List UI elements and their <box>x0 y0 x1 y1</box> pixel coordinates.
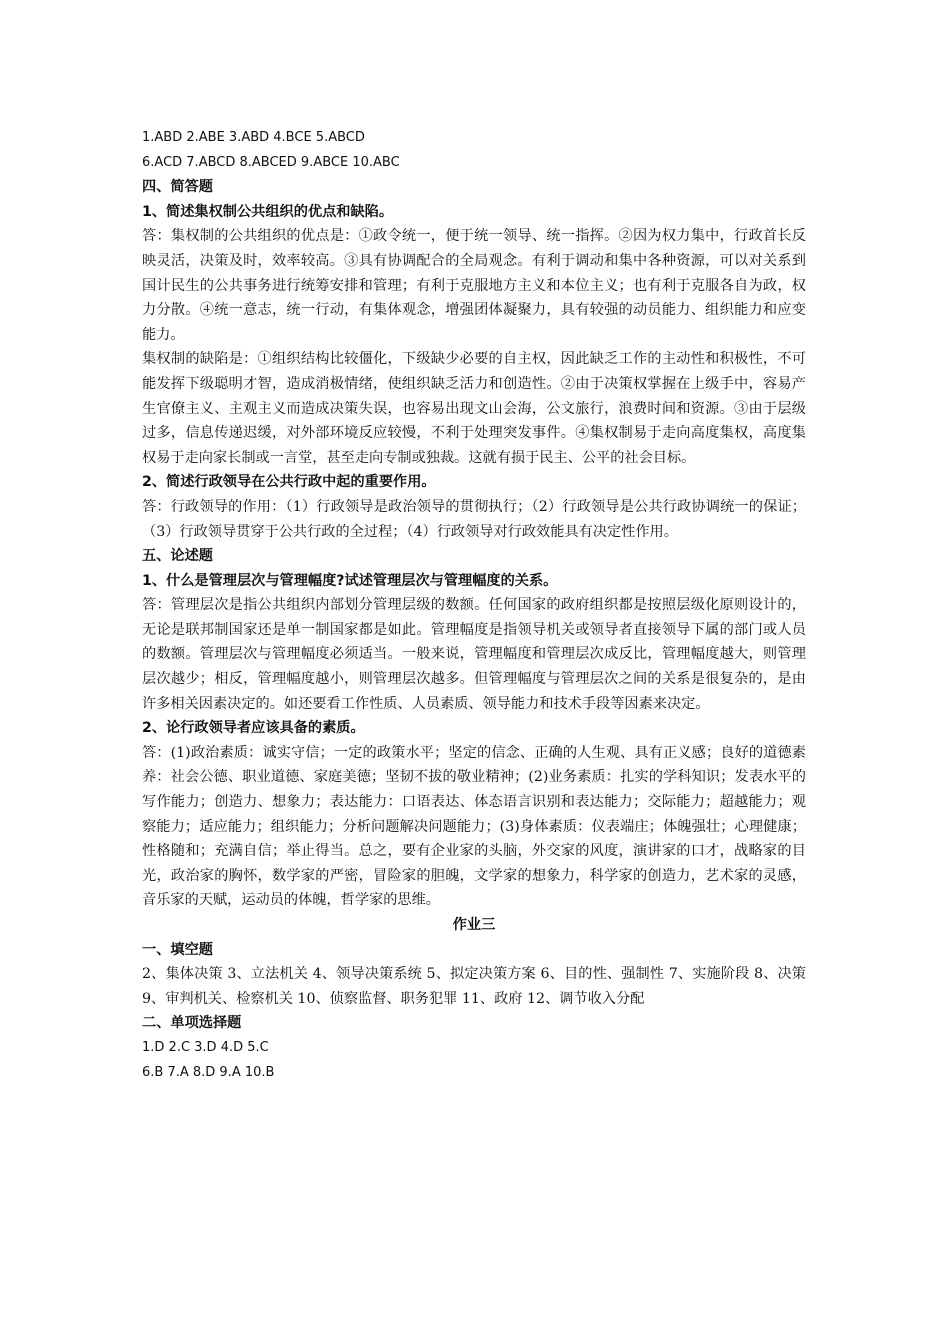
fill-in-answers: 2、集体决策 3、立法机关 4、领导决策系统 5、拟定决策方案 6、目的性、强制性 7、实施阶段 8、决策 9、审判机关、检察机关 10、侦察监督、职务犯罪 11、政府 12、调节收入分配 <box>142 966 806 1007</box>
answer-4: 答：(1)政治素质：诚实守信；一定的政策水平；坚定的信念、正确的人生观、具有正义感；良好的道德素养：社会公德、职业道德、家庭美德；坚韧不拔的敬业精神；(2)业务素质：扎实的学科知识；发表水平的写作能力；创造力、想象力；表达能力：口语表达、体态语言识别和表达能力；交际能力；超越能力；观察能力；适应能力；组织能力；分析问题解决问题能力；(3)身体素质：仪表端庄；体魄强壮；心理健康；性格随和；充满自信；举止得当。总之，要有企业家的头脑，外交家的风度，演讲家的口才，战略家的目光，政治家的胸怀，数学家的严密，冒险家的胆魄，文学家的想象力，科学家的创造力，艺术家的灵感，音乐家的天赋，运动员的体魄，哲学家的思维。 <box>142 744 806 909</box>
section-heading-5: 五、论述题 <box>142 548 213 565</box>
answer-3: 答：管理层次是指公共组织内部划分管理层级的数额。任何国家的政府组织都是按照层级化原则设计的，无论是联邦制国家还是单一制国家都是如此。管理幅度是指领导机关或领导者直接领导下属的部门或人员的数额。管理层次与管理幅度必须适当。一般来说，管理幅度和管理层次成反比，管理幅度越大，则管理层次越少；相反，管理幅度越小，则管理层次越多。但管理幅度与管理层次之间的关系是很复杂的，是由许多相关因素决定的。如还要看工作性质、人员素质、领导能力和技术手段等因素来决定。 <box>142 597 806 712</box>
section-heading-1: 一、填空题 <box>142 941 213 958</box>
question-4: 2、论行政领导者应该具备的素质。 <box>142 720 365 737</box>
answer-1-paragraph-2: 集权制的缺陷是：①组织结构比较僵化，下级缺少必要的自主权，因此缺乏工作的主动性和积极性，不可能发挥下级聪明才智，造成消极情绪，使组织缺乏活力和创造性。②由于决策权掌握在上级手中，容易产生官僚主义、主观主义而造成决策失误，也容易出现文山会海，公文旅行，浪费时间和资源。③由于层级过多，信息传递迟缓，对外部环境反应较慢，不利于处理突发事件。④集权制易于走向高度集权，高度集权易于走向家长制或一言堂，甚至走向专制或独裁。这就有损于民主、公平的社会目标。 <box>142 351 806 466</box>
homework-3-title: 作业三 <box>452 917 496 933</box>
question-1: 1、简述集权制公共组织的优点和缺陷。 <box>142 203 394 220</box>
answer-2: 答：行政领导的作用：（1）行政领导是政治领导的贯彻执行；（2）行政领导是公共行政协调统一的保证；（3）行政领导贯穿于公共行政的全过程；（4）行政领导对行政效能具有决定性作用。 <box>142 498 806 540</box>
section-heading-2: 二、单项选择题 <box>142 1015 242 1032</box>
answer-line-1: 1.ABD 2.ABE 3.ABD 4.BCE 5.ABCD <box>142 130 365 145</box>
answer-line-2: 6.ACD 7.ABCD 8.ABCED 9.ABCE 10.ABC <box>142 154 400 170</box>
answer-line-3: 1.D 2.C 3.D 4.D 5.C <box>142 1039 269 1055</box>
document-page <box>142 126 806 1085</box>
question-2: 2、简述行政领导在公共行政中起的重要作用。 <box>142 474 436 491</box>
section-heading-4: 四、简答题 <box>142 179 213 196</box>
question-3: 1、什么是管理层次与管理幅度?试述管理层次与管理幅度的关系。 <box>142 572 558 589</box>
answer-line-4: 6.B 7.A 8.D 9.A 10.B <box>142 1064 275 1080</box>
answer-1-paragraph-1: 答：集权制的公共组织的优点是：①政令统一，便于统一领导、统一指挥。②因为权力集中，行政首长反映灵活，决策及时，效率较高。③具有协调配合的全局观念。有利于调动和集中各种资源，可以对关系到国计民生的公共事务进行统筹安排和管理；有利于克服地方主义和本位主义；也有利于克服各自为政，权力分散。④统一意志，统一行动，有集体观念，增强团体凝聚力，具有较强的动员能力、组织能力和应变能力。 <box>142 228 806 343</box>
